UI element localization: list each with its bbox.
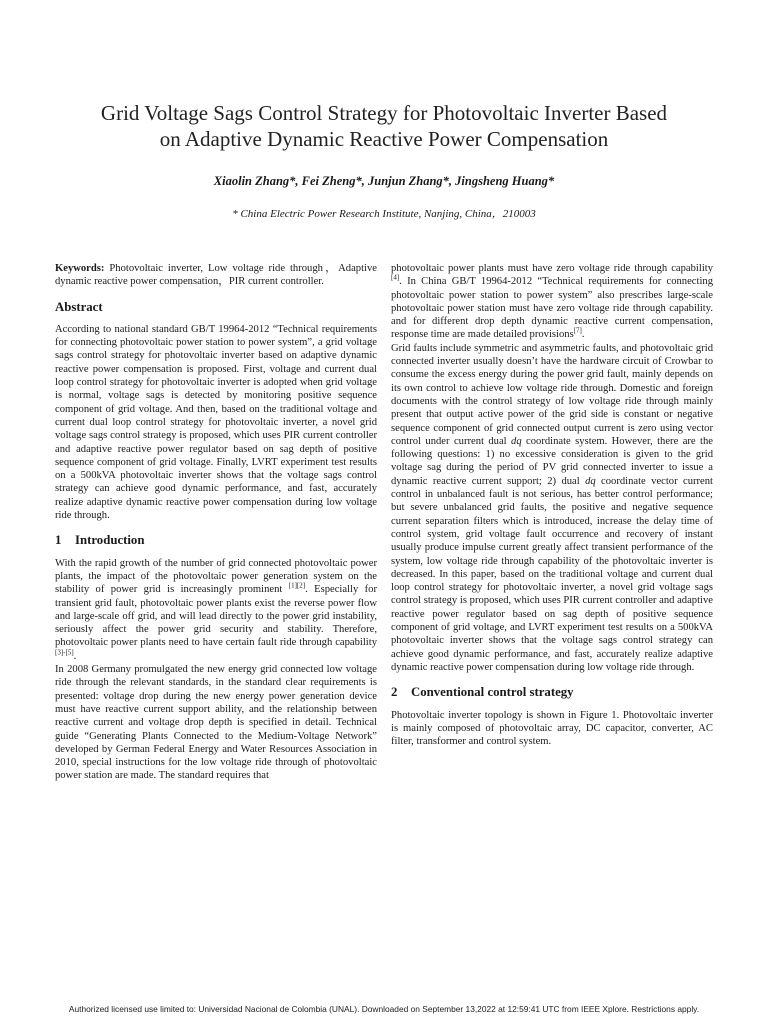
- citation: [3]-[5]: [55, 648, 74, 657]
- title-line-1: Grid Voltage Sags Control Strategy for Photovoltaic Inverter Based: [100, 101, 668, 125]
- intro-paragraph-1: [55, 557, 377, 663]
- intro-text: . Especially for transient grid fault, photovoltaic power plants exist the reverse power flow and large-scale off grid, and will lead directly to the power grid instability, seriously affect the power grid security and stability. Therefore, photovoltaic power plants need to have certain fault ride through capability: [55, 584, 378, 649]
- keywords-text: Photovoltaic inverter, Low voltage ride through，Adaptive dynamic reactive power compensation，PIR current controller.: [55, 263, 377, 288]
- left-column: [55, 262, 377, 783]
- keywords: [55, 262, 377, 289]
- body-text: coordinate system. However, there are the following questions: 1) no excessive consideration is given to the grid voltage sag during the period of PV grid connected inverter to issue a dynamic reactive current support; 2) dual: [391, 435, 713, 487]
- section-2-number: 2: [391, 685, 398, 700]
- dq-symbol: dq: [585, 475, 596, 487]
- right-column: [391, 262, 713, 748]
- abstract-heading: Abstract: [55, 299, 103, 314]
- keywords-label: Keywords:: [55, 263, 105, 274]
- section-1-heading: [55, 534, 377, 547]
- body-text: . In China GB/T 19964-2012 “Technical requirements for connecting photovoltaic power station to power system” also prescribes large-scale photovoltaic power station must have zero voltage ride through capability. and for different drop depth dynamic reactive current compensation, response time are made detailed provisions: [391, 276, 713, 341]
- license-footer: Authorized licensed use limited to: Universidad Nacional de Colombia (UNAL). Downloaded on September 13,2022 at 12:59:41 UTC from IEEE Xplore. Restrictions apply.: [68, 1004, 700, 1014]
- affiliation: * China Electric Power Research Institute, Nanjing, China，210003: [232, 208, 536, 220]
- title-line-2: on Adaptive Dynamic Reactive Power Compensation: [159, 127, 609, 151]
- body-text: photovoltaic power plants must have zero voltage ride through capability: [391, 263, 713, 274]
- intro-text: .: [73, 650, 77, 662]
- citation: [4]: [391, 273, 400, 282]
- paper-title: [40, 100, 728, 152]
- body-text: Grid faults include symmetric and asymmetric faults, and photovoltaic grid connected inverter usually doesn’t have the hardware circuit of Crowbar to consume the excess energy during the power grid fault, mainly depends on its own control to achieve low voltage ride through. Domestic and foreign documents with the control strategy of low voltage ride through mainly present that output active power of the grid side is constant or negative sequence component of grid connected output current is zero using vector control under current dual: [391, 342, 713, 447]
- right-paragraph-1: [391, 262, 713, 342]
- intro-text: With the rapid growth of the number of grid connected photovoltaic power plants, the impact of the photovoltaic power generation system on the stability of power grid is increasingly prominent: [55, 557, 377, 596]
- intro-paragraph-2: In 2008 Germany promulgated the new energy grid connected low voltage ride through the relevant standards, in the standard clear requirements is presented: voltage drop during the new energy power generation device must have reactive current support ability, and the relationship between reactive current and voltage drop depth is specified in detail. Technical guide “Generating Plants Connected to the Medium-Voltage Network” developed by German Federal Energy and Water Resources Association in 2010, special instructions for the low voltage ride through of photovoltaic power station are made. The standard requires that: [55, 664, 377, 782]
- section-2-title: Conventional control strategy: [411, 685, 574, 700]
- section-1-number: 1: [55, 533, 62, 548]
- dq-symbol: dq: [511, 435, 522, 447]
- body-text: .: [581, 329, 585, 341]
- citation: [1][2]: [288, 581, 306, 590]
- section-1-title: Introduction: [75, 533, 145, 548]
- right-paragraph-2: [391, 342, 713, 674]
- section-2-heading: [391, 686, 713, 699]
- abstract-text: According to national standard GB/T 19964-2012 “Technical requirements for connecting photovoltaic power station to power system”, a grid voltage sags control strategy for photovoltaic inverter based on adaptive dynamic reactive power compensation is proposed. First, voltage and current dual loop control strategy for photovoltaic inverter is adopted when grid voltage is normal, voltage sags is detected by monitoring positive sequence component of grid voltage. And then, based on the traditional voltage and current dual loop control strategy for photovoltaic inverter, a novel grid voltage sags control strategy is proposed, which uses PIR current controller and adaptive reactive power regulator based on sag depth of positive sequence component of grid voltage. Finally, LVRT experiment test results on a 500kVA photovoltaic inverter shows that the voltage sags control strategy can achieve good dynamic performance, and fast, accurately realize adaptive dynamic reactive power compensation during low voltage ride through.: [55, 323, 377, 522]
- body-text: coordinate vector current control in unbalanced fault is not serious, has better control performance; but severe unbalanced grid faults, the positive and negative sequence current separation filters which is introduced, increase the delay time of control system, grid voltage fault occurrence and recovery of instant usually produce impulse current greatly affect transient performance of the system, low voltage ride through capability of the photovoltaic inverter is decreased. In this paper, based on the traditional voltage and current dual loop control strategy for photovoltaic inverter, a novel grid voltage sags control strategy is proposed, which uses PIR current controller and adaptive reactive power regulator based on sag depth of positive sequence component of grid voltage, and LVRT experiment test results on a 500kVA photovoltaic inverter shows that the voltage sags control strategy can achieve good dynamic performance, and fast, accurately realize adaptive dynamic reactive power compensation during low voltage ride through.: [391, 475, 713, 673]
- author-list: Xiaolin Zhang*, Fei Zheng*, Junjun Zhang*, Jingsheng Huang*: [213, 174, 555, 188]
- citation: [7]: [573, 326, 582, 335]
- section-2-text: Photovoltaic inverter topology is shown in Figure 1. Photovoltaic inverter is mainly composed of photovoltaic array, DC capacitor, converter, AC filter, transformer and control system.: [391, 709, 713, 748]
